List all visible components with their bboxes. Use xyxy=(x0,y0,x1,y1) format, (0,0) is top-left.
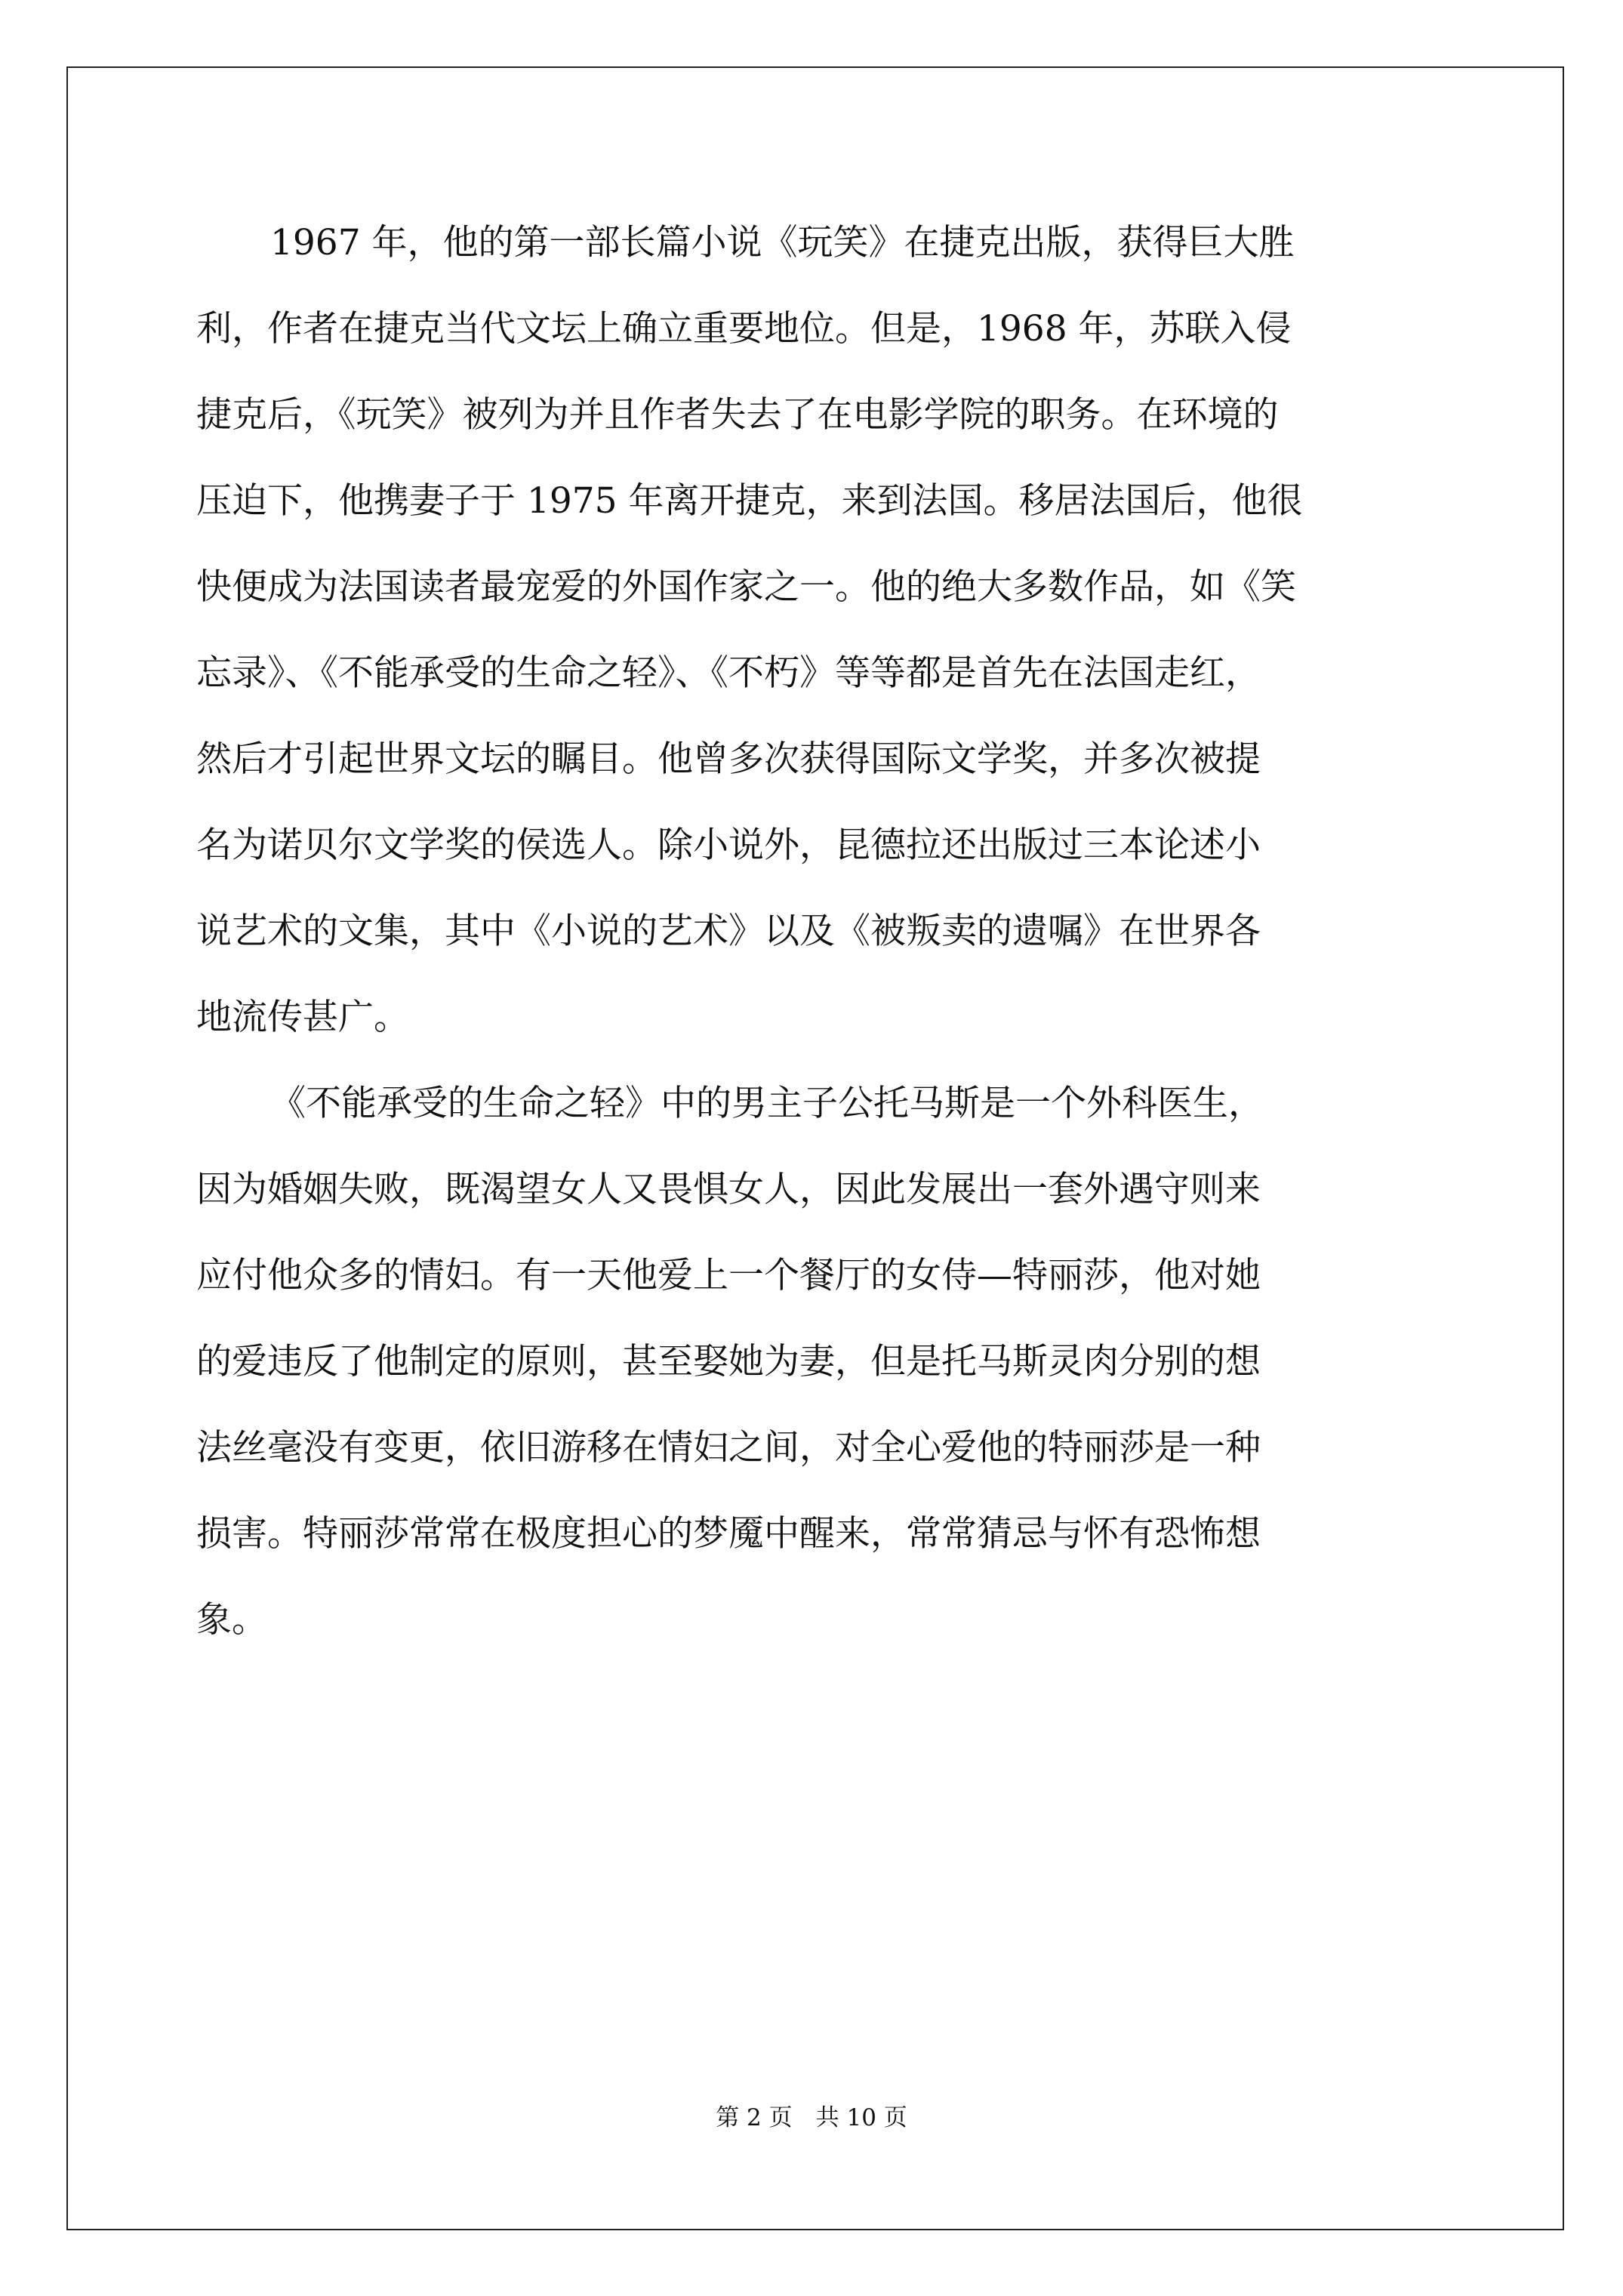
paragraph-1-line-1: 1967 年，他的第一部长篇小说《玩笑》在捷克出版，获得巨大胜 xyxy=(270,222,1295,264)
paragraph-2-line-2: 因为婚姻失败，既渴望女人又畏惧女人，因此发展出一套外遇守则来 xyxy=(196,1169,1261,1210)
paragraph-2-line-4: 的爱违反了他制定的原则，甚至娶她为妻，但是托马斯灵肉分别的想 xyxy=(196,1341,1261,1382)
paragraph-1-line-2: 利，作者在捷克当代文坛上确立重要地位。但是，1968 年，苏联入侵 xyxy=(196,308,1292,350)
paragraph-1-line-3: 捷克后，《玩笑》被列为并且作者失去了在电影学院的职务。在环境的 xyxy=(196,394,1279,436)
paragraph-1-line-5: 快便成为法国读者最宠爱的外国作家之一。他的绝大多数作品，如《笑 xyxy=(196,566,1296,608)
paragraph-2-line-3: 应付他众多的情妇。有一天他爱上一个餐厅的女侍—特丽莎，他对她 xyxy=(196,1255,1261,1296)
paragraph-2-line-6: 损害。特丽莎常常在极度担心的梦魇中醒来，常常猜忌与怀有恐怖想 xyxy=(196,1513,1261,1555)
paragraph-2-line-5: 法丝毫没有变更，依旧游移在情妇之间，对全心爱他的特丽莎是一种 xyxy=(196,1427,1261,1469)
paragraph-1-line-4: 压迫下，他携妻子于 1975 年离开捷克，来到法国。移居法国后，他很 xyxy=(196,480,1303,522)
paragraph-1-line-6: 忘录》、《不能承受的生命之轻》、《不朽》等等都是首先在法国走红， xyxy=(196,652,1261,694)
page-number-footer: 第 2 页 共 10 页 xyxy=(716,2104,907,2131)
paragraph-1-line-7: 然后才引起世界文坛的瞩目。他曾多次获得国际文学奖，并多次被提 xyxy=(196,738,1261,780)
paragraph-1-line-8: 名为诺贝尔文学奖的侯选人。除小说外，昆德拉还出版过三本论述小 xyxy=(196,824,1261,866)
paragraph-2-line-1: 《不能承受的生命之轻》中的男主子公托马斯是一个外科医生， xyxy=(270,1083,1264,1124)
paragraph-1-line-10: 地流传甚广。 xyxy=(196,997,409,1038)
paragraph-1-line-9: 说艺术的文集，其中《小说的艺术》以及《被叛卖的遗嘱》在世界各 xyxy=(196,911,1261,952)
paragraph-2-line-7: 象。 xyxy=(196,1599,267,1641)
